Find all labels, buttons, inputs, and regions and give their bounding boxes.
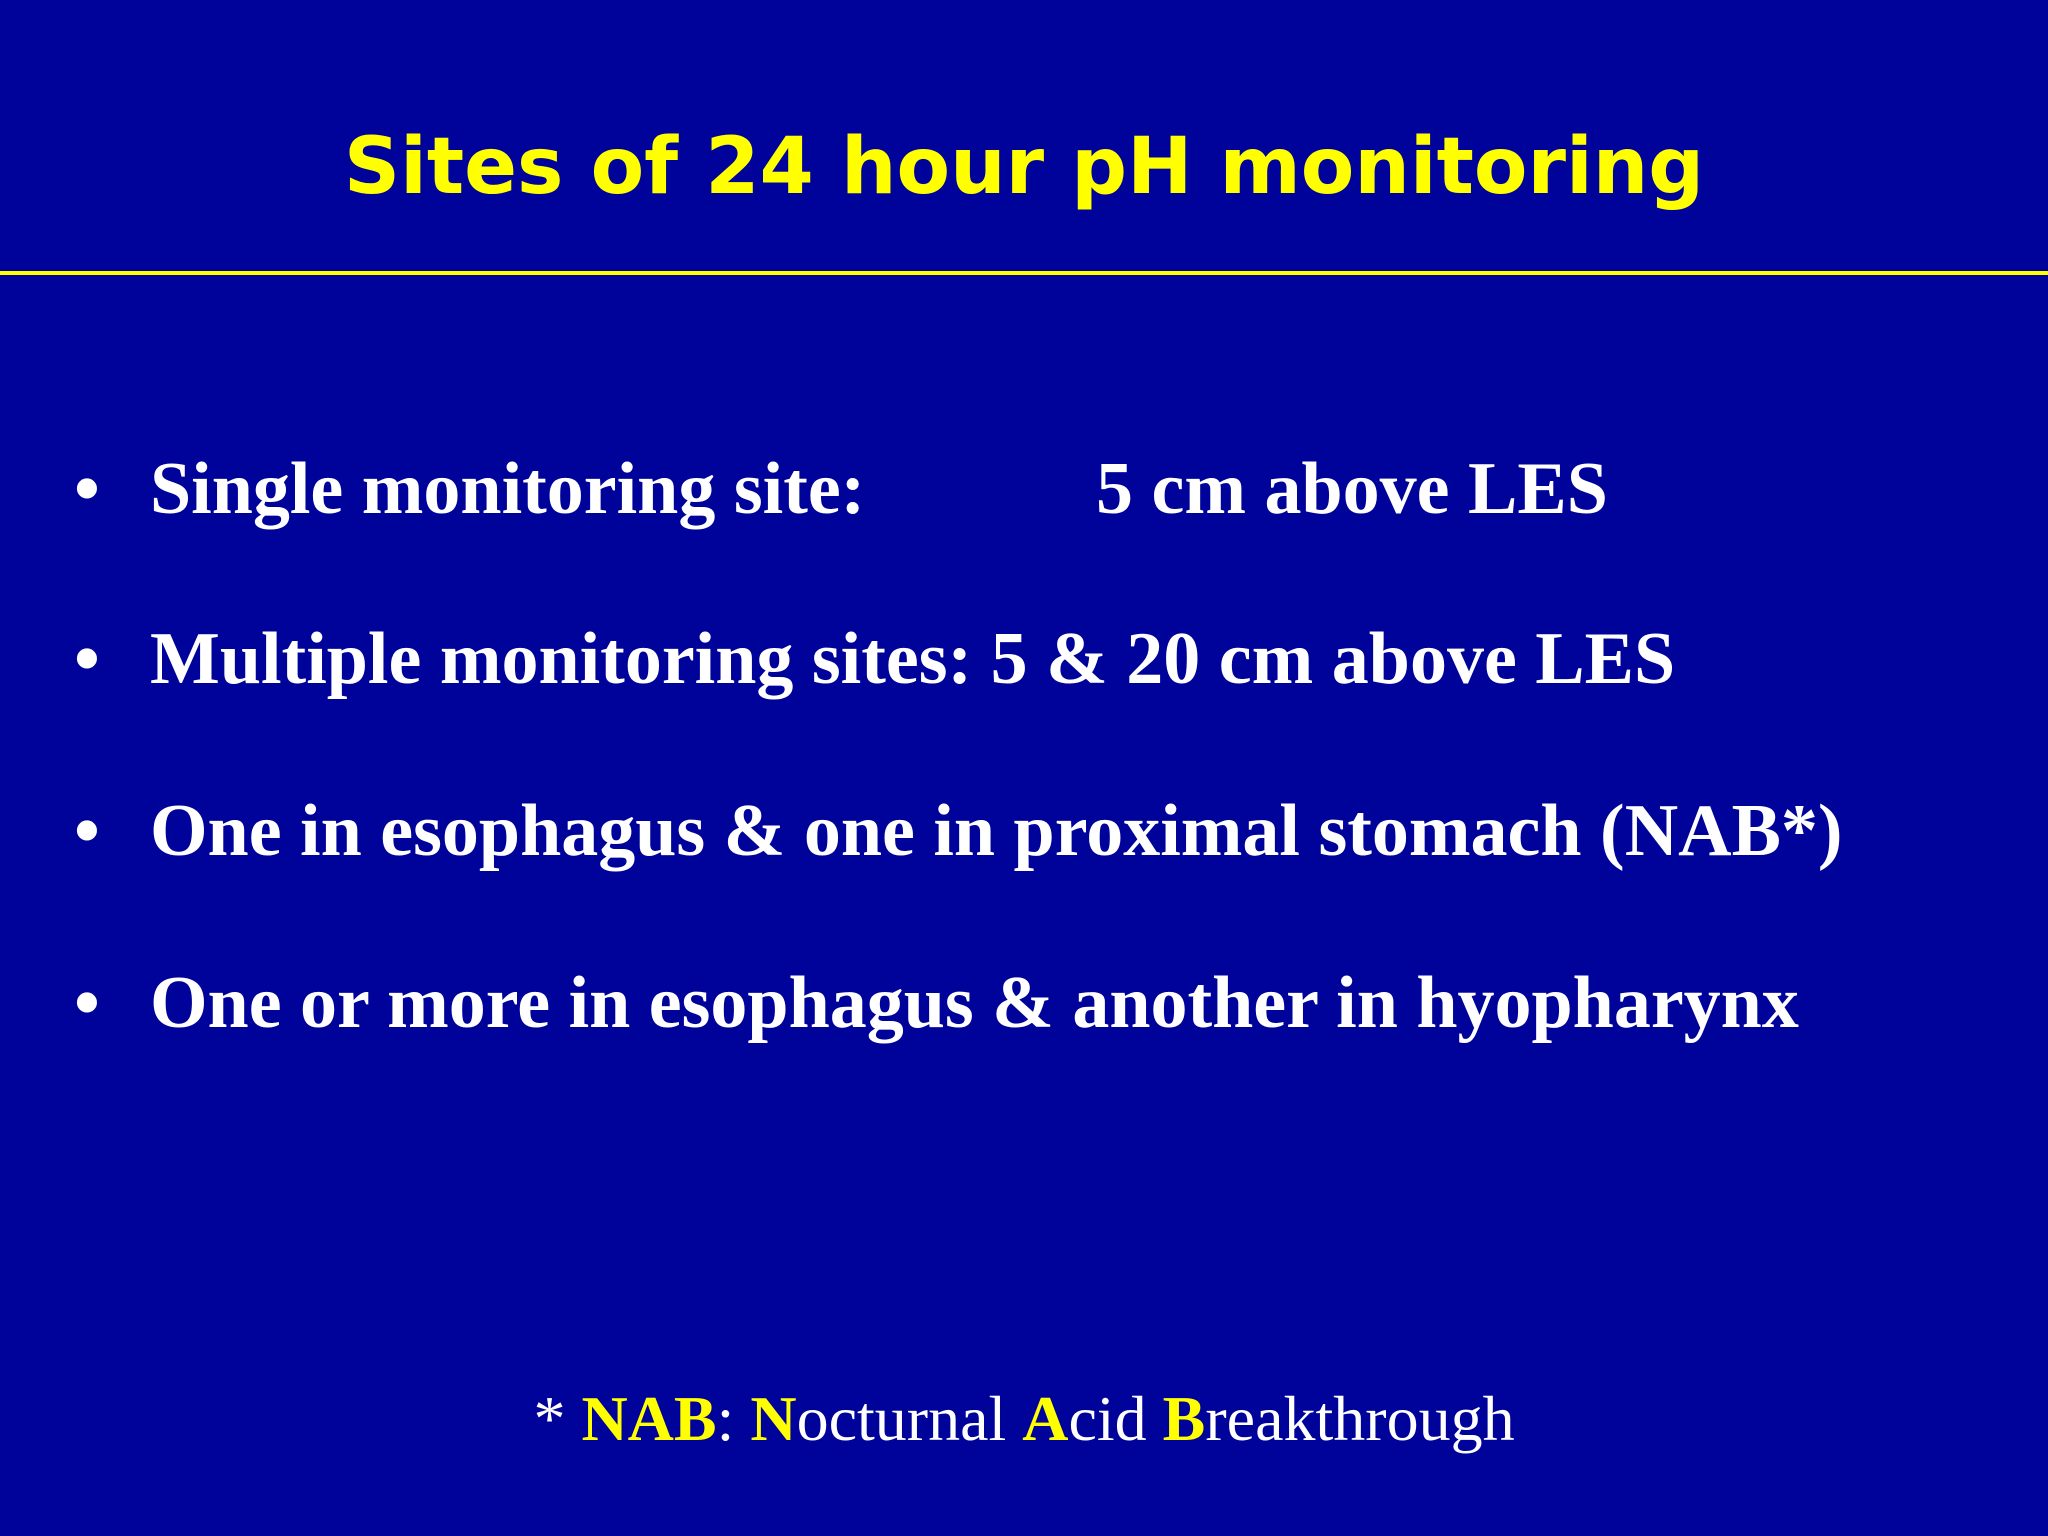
bullet-marker: • (74, 618, 100, 700)
footnote (0, 1374, 2048, 1464)
footnote-initial-a: A (1022, 1383, 1069, 1454)
footnote-asterisk: * (533, 1383, 582, 1454)
footnote-colon: : (716, 1383, 751, 1454)
footnote-abbreviation: NAB (581, 1383, 717, 1454)
bullet-marker: • (74, 448, 100, 530)
footnote-word-rest: cid (1068, 1383, 1163, 1454)
bullet-marker: • (74, 962, 100, 1044)
footnote-word-rest: octurnal (796, 1383, 1023, 1454)
bullet-text: Multiple monitoring sites: 5 & 20 cm above LES (150, 618, 1676, 700)
footnote-initial-b: B (1162, 1383, 1206, 1454)
bullet-value: 5 cm above LES (1096, 448, 1608, 530)
bullet-text: One in esophagus & one in proximal stomach (NAB*) (150, 790, 1843, 872)
footnote-word-rest: reakthrough (1205, 1383, 1515, 1454)
bullet-text: One or more in esophagus & another in hyopharynx (150, 962, 1799, 1044)
footnote-initial-n: N (750, 1383, 797, 1454)
bullet-marker: • (74, 790, 100, 872)
bullet-label: Single monitoring site: (150, 448, 866, 530)
slide-title: Sites of 24 hour pH monitoring (343, 122, 1705, 212)
